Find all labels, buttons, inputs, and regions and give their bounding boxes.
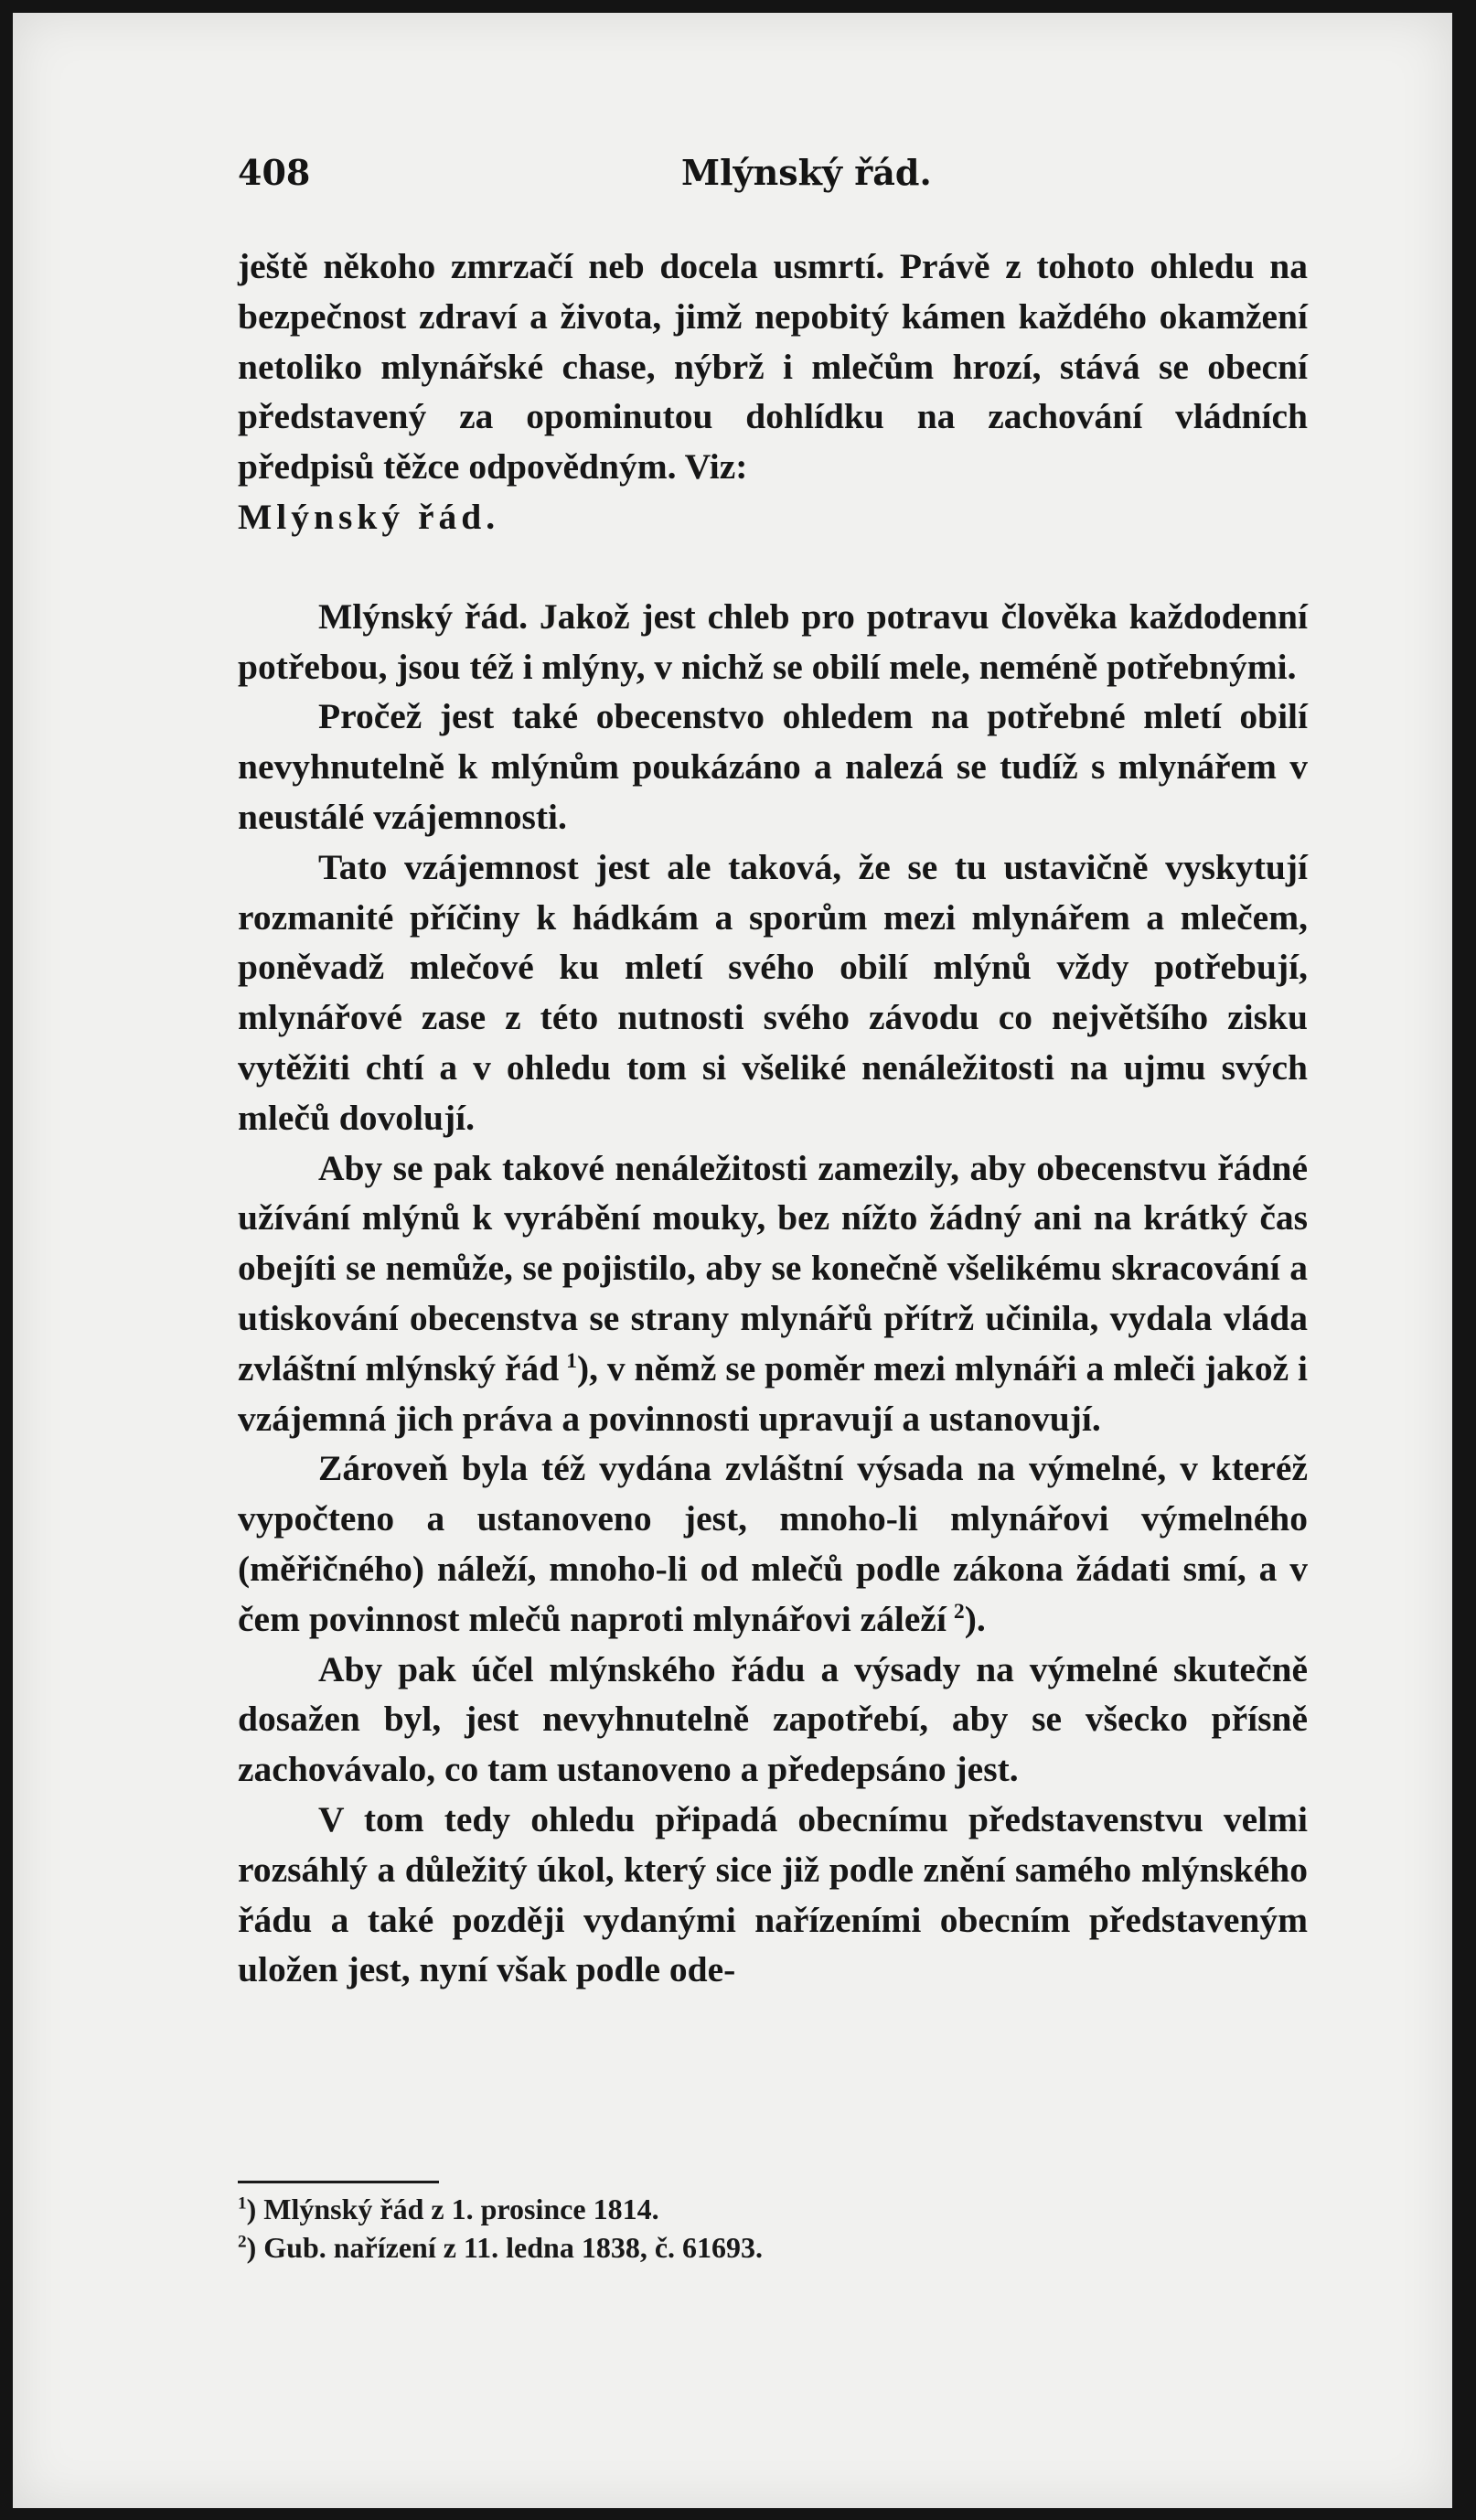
page-number: 408: [238, 152, 311, 193]
book-page: [13, 13, 1452, 2508]
paragraph-7: Aby pak účel mlýnského řádu a výsady na výmelné skutečně dosažen byl, jest nevyhnutelně zapotřebí, aby se všecko přísně zachovávalo, co tam ustanoveno a předepsáno jest.: [238, 1648, 1308, 1790]
paragraph-5: [238, 1143, 1308, 1444]
footnotes: [238, 2190, 1308, 2267]
body-text: [238, 241, 1308, 1995]
paragraph-2: [238, 592, 1308, 692]
paragraph-3: Pročež jest také obecenstvo ohledem na potřebné mletí obilí nevyhnutelně k mlýnům poukázáno a nalezá se tudíž s mlynářem v neustálé vzájemnosti.: [238, 696, 1308, 837]
footnote-2: [238, 2228, 1308, 2267]
paragraph-8: V tom tedy ohledu připadá obecnímu představenstvu velmi rozsáhlý a důležitý úkol, který sice již podle znění samého mlýnského řádu a také později vydanými nařízeními obecním představeným uložen jest, nyní však podle ode-: [238, 1798, 1308, 1990]
footnote-1-mark: 1: [238, 2193, 247, 2214]
footnote-rule: [238, 2181, 439, 2183]
footnote-2-text: ) Gub. nařízení z 11. ledna 1838, č. 61693.: [246, 2231, 764, 2264]
footnote-ref-2: 2: [953, 1599, 965, 1624]
footnote-1-text: ) Mlýnský řád z 1. prosince 1814.: [246, 2193, 659, 2225]
paragraph-5-text-b: ), v němž se poměr mezi mlynáři a mleči jakož i vzájemná jich práva a povinnosti upravují a ustanovují.: [238, 1347, 1308, 1439]
paragraph-1-text: ještě někoho zmrzačí neb docela usmrtí. Právě z tohoto ohledu na bezpečnost zdraví a života, jimž nepobitý kámen každého okamžení netoliko mlynářské chase, nýbrž i mlečům hrozí, stává se obecní představený za opominutou dohlídku na zachování vládních předpisů těžce odpovědným. Viz:: [238, 246, 1308, 488]
footnote-2-mark: 2: [238, 2232, 247, 2252]
paragraph-6-text-b: ).: [964, 1598, 986, 1639]
footnote-ref-1: 1: [566, 1348, 577, 1373]
paragraph-1: [238, 241, 1308, 542]
paragraph-2-text: Jakož jest chleb pro potravu člověka každodenní potřebou, jsou též i mlýny, v nichž se obilí mele, neméně potřebnými.: [238, 595, 1308, 687]
entry-title: Mlýnský řád.: [318, 595, 529, 637]
cross-reference: Mlýnský řád.: [238, 496, 500, 537]
page-header: [238, 152, 1308, 198]
footnote-1: [238, 2190, 1308, 2228]
paragraph-6: [238, 1443, 1308, 1644]
paragraph-6-text-a: Zároveň byla též vydána zvláštní výsada na výmelné, v kteréž vypočteno a ustanoveno jest, mnoho-li mlynářovi výmelného (měřičného) náleží, mnoho-li od mlečů podle zákona žádati smí, a v čem povinnost mlečů naproti mlynářovi záleží: [238, 1448, 1308, 1639]
running-head: Mlýnský řád.: [681, 152, 932, 193]
paragraph-5-text-a: Aby se pak takové nenáležitosti zamezily, aby obecenstvu řádné užívání mlýnů k vyrábění mouky, bez nížto žádný ani na krátký čas obejíti se nemůže, se pojistilo, aby se konečně všelikému skracování a utiskování obecenstva se strany mlynářů přítrž učinila, vydala vláda zvláštní mlýnský řád: [238, 1147, 1308, 1389]
paragraph-4: Tato vzájemnost jest ale taková, že se tu ustavičně vyskytují rozmanité příčiny k hádkám a sporům mezi mlynářem a mlečem, poněvadž mlečové ku mletí svého obilí mlýnů vždy potřebují, mlynářové zase z této nutnosti svého závodu co největšího zisku vytěžiti chtí a v ohledu tom si všeliké nenáležitosti na ujmu svých mlečů dovolují.: [238, 846, 1308, 1138]
